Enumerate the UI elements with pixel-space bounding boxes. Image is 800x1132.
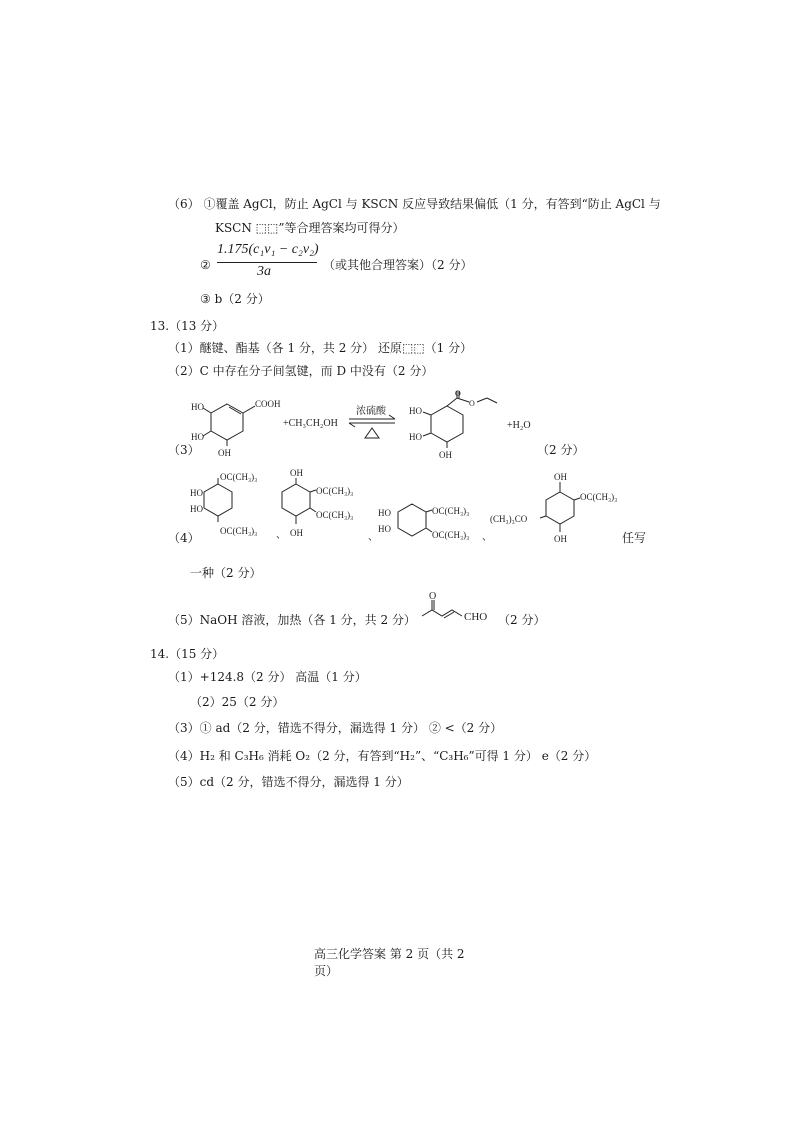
q13-p3-label: （3） xyxy=(168,443,200,457)
label-ho-1: HO xyxy=(191,402,204,412)
isomer-1-structure xyxy=(204,478,232,522)
q12-6-line2: KSCN ⬚⬚”等合理答案均可得分） xyxy=(215,221,405,235)
isomer-4-oh-bottom: OH xyxy=(554,534,567,544)
separator-1: 、 xyxy=(276,530,286,541)
isomer-3-group-1: OC(CH₃)₃ xyxy=(432,506,470,516)
isomer-structures xyxy=(190,468,630,548)
q13-p1: （1）醚键、酯基（各 1 分，共 2 分） 还原⬚⬚（1 分） xyxy=(168,341,473,355)
product-water: +H₂O xyxy=(507,420,531,431)
q13-p2: （2）C 中存在分子间氢键，而 D 中没有（2 分） xyxy=(168,364,434,378)
isomer-3-ho-1: HO xyxy=(378,508,391,518)
q14-p1: （1）+124.8（2 分） 高温（1 分） xyxy=(168,670,367,684)
q14-p2: （2）25（2 分） xyxy=(190,695,285,709)
isomer-2-oh-top: OH xyxy=(290,468,303,478)
isomer-3-ho-2: HO xyxy=(378,524,391,534)
shikimic-acid-structure xyxy=(203,404,255,446)
ketone-o-label: O xyxy=(429,592,437,602)
isomer-2-group-1: OC(CH₃)₃ xyxy=(316,486,354,496)
condition-acid: 浓硫酸 xyxy=(356,406,386,417)
isomer-1-group-bottom: OC(CH₃)₃ xyxy=(220,526,258,536)
q12-6-item2-marker: ② xyxy=(200,258,211,272)
isomer-2-group-2: OC(CH₃)₃ xyxy=(316,510,354,520)
label-ho-3: HO xyxy=(409,406,422,416)
isomer-1-group-top: OC(CH₃)₃ xyxy=(220,472,258,482)
formula-numerator: 1.175(c₁v₁ − c₂v₂) xyxy=(217,242,319,257)
label-cooh: COOH xyxy=(255,399,281,409)
q14-p5: （5）cd（2 分，错选不得分，漏选得 1 分） xyxy=(168,775,409,789)
q12-6-line1: （6） ①覆盖 AgCl，防止 AgCl 与 KSCN 反应导致结果偏低（1 分，有答到“防止 AgCl 与 xyxy=(168,197,661,211)
q12-6-item3: ③ b（2 分） xyxy=(200,292,270,306)
isomer-2-oh-bottom: OH xyxy=(290,528,303,538)
formula-fraction xyxy=(217,242,327,282)
ester-product-structure xyxy=(423,391,497,448)
q13-p5-score: （2 分） xyxy=(498,613,546,627)
isomer-1-ho-1: HO xyxy=(190,488,203,498)
q13-p3-score: （2 分） xyxy=(537,443,585,457)
isomer-4-group-right: OC(CH₃)₃ xyxy=(580,492,618,502)
reagent-ethanol: +CH₃CH₂OH xyxy=(283,418,338,429)
aldehyde-cho-label: CHO xyxy=(464,611,488,623)
q13-p5: （5）NaOH 溶液，加热（各 1 分，共 2 分） xyxy=(168,613,416,627)
q13-p4-line2: 一种（2 分） xyxy=(190,566,262,580)
label-ho-2: HO xyxy=(191,432,204,442)
page-footer-line1: 高三化学答案 第 2 页（共 2 xyxy=(314,947,465,961)
isomer-1-ho-2: HO xyxy=(190,504,203,514)
label-ester-o: O xyxy=(469,399,475,408)
separator-2: 、 xyxy=(368,532,378,543)
q13-p4-tail: 任写 xyxy=(622,531,647,545)
q13-p4-label: （4） xyxy=(168,531,200,545)
separator-3: 、 xyxy=(482,532,492,543)
label-oh-1: OH xyxy=(218,448,231,458)
label-carbonyl-o: O xyxy=(455,390,461,398)
isomer-4-structure xyxy=(540,482,580,532)
fraction-bar xyxy=(217,262,317,263)
q14-p4: （4）H₂ 和 C₃H₆ 消耗 O₂（2 分，有答到“H₂”、“C₃H₆”可得 1 分） e（2 分） xyxy=(168,749,597,763)
label-ho-4: HO xyxy=(409,432,422,442)
label-oh-2: OH xyxy=(439,450,452,460)
q13-header: 13.（13 分） xyxy=(150,319,225,333)
q14-p3: （3）① ad（2 分，错选不得分，漏选得 1 分） ② <（2 分） xyxy=(168,721,503,735)
q12-6-item2-note: （或其他合理答案）（2 分） xyxy=(323,258,473,272)
page-footer-line2: 页） xyxy=(314,964,339,978)
isomer-4-oh-top: OH xyxy=(554,472,567,482)
isomer-4-group-left: (CH₃)₃CO xyxy=(490,514,528,524)
isomer-3-group-2: OC(CH₃)₃ xyxy=(432,530,470,540)
isomer-2-structure xyxy=(282,478,316,524)
isomer-3-structure xyxy=(398,504,432,536)
q14-header: 14.（15 分） xyxy=(150,647,225,661)
equilibrium-arrow xyxy=(349,415,395,438)
formula-denominator: 3a xyxy=(257,264,271,279)
